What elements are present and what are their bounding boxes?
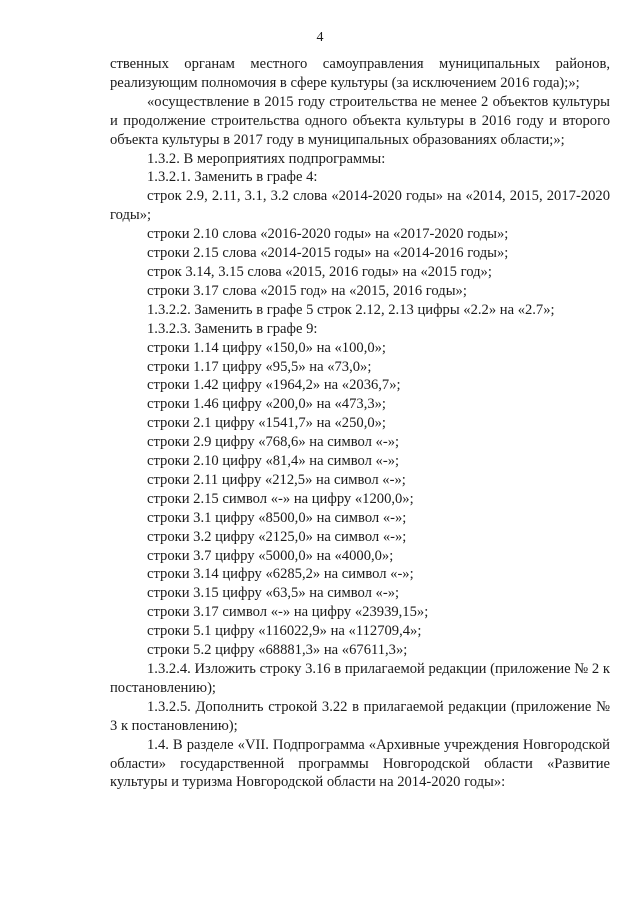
paragraph-rows-graph4: строк 2.9, 2.11, 3.1, 3.2 слова «2014-2020 годы» на «2014, 2015, 2017-2020 годы»;	[110, 188, 610, 224]
graph9-row: строки 1.17 цифру «95,5» на «73,0»;	[147, 358, 372, 375]
paragraph-1-3-2-5: 1.3.2.5. Дополнить строкой 3.22 в прилагаемой редакции (приложение № 3 к постановлению);	[110, 698, 610, 734]
graph9-row: строки 1.14 цифру «150,0» на «100,0»;	[147, 339, 386, 356]
graph9-row: строки 3.7 цифру «5000,0» на «4000,0»;	[147, 547, 394, 564]
heading-1-3-2-2: 1.3.2.2. Заменить в графе 5 строк 2.12, 2.13 цифры «2.2» на «2.7»;	[147, 301, 555, 318]
graph9-row: строки 3.1 цифру «8500,0» на символ «-»;	[147, 509, 407, 526]
paragraph-quote-2015: «осуществление в 2015 году строительства не менее 2 объектов культуры и продолжение строительства одного объекта культуры в 2016 году и второго объекта культуры в 2017 году в муниципальных образованиях области;»;	[110, 93, 610, 148]
document-body	[110, 55, 610, 792]
graph9-row: строки 1.42 цифру «1964,2» на «2036,7»;	[147, 377, 401, 394]
line-row-3-17: строки 3.17 слова «2015 год» на «2015, 2016 годы»;	[147, 282, 467, 299]
graph9-row: строки 2.10 цифру «81,4» на символ «-»;	[147, 453, 400, 470]
heading-1-3-2-1: 1.3.2.1. Заменить в графе 4:	[147, 169, 318, 186]
heading-1-3-2: 1.3.2. В мероприятиях подпрограммы:	[147, 150, 386, 167]
graph9-row: строки 2.9 цифру «768,6» на символ «-»;	[147, 434, 400, 451]
graph9-row: строки 5.2 цифру «68881,3» на «67611,3»;	[147, 642, 408, 659]
graph9-row: строки 1.46 цифру «200,0» на «473,3»;	[147, 396, 386, 413]
graph9-row: строки 3.14 цифру «6285,2» на символ «-»;	[147, 566, 414, 583]
graph9-row: строки 2.11 цифру «212,5» на символ «-»;	[147, 471, 406, 488]
page-number: 4	[316, 30, 324, 45]
graph9-row: строки 5.1 цифру «116022,9» на «112709,4»;	[147, 623, 422, 640]
graph9-row: строки 2.15 символ «-» на цифру «1200,0»;	[147, 490, 414, 507]
graph9-row: строки 2.1 цифру «1541,7» на «250,0»;	[147, 415, 386, 432]
graph9-row: строки 3.17 символ «-» на цифру «23939,15»;	[147, 604, 429, 621]
line-row-2-10: строки 2.10 слова «2016-2020 годы» на «2017-2020 годы»;	[147, 226, 509, 243]
graph9-row: строки 3.2 цифру «2125,0» на символ «-»;	[147, 528, 407, 545]
line-row-2-15: строки 2.15 слова «2014-2015 годы» на «2014-2016 годы»;	[147, 245, 509, 262]
graph9-row: строки 3.15 цифру «63,5» на символ «-»;	[147, 585, 400, 602]
paragraph-1-4: 1.4. В разделе «VII. Подпрограмма «Архивные учреждения Новгородской области» государственной программы Новгородской области «Развитие культуры и туризма Новгородской области на 2014-2020 годы»:	[110, 736, 610, 791]
line-row-3-14: строк 3.14, 3.15 слова «2015, 2016 годы» на «2015 год»;	[147, 263, 492, 280]
paragraph-1-3-2-4: 1.3.2.4. Изложить строку 3.16 в прилагаемой редакции (приложение № 2 к постановлению);	[110, 661, 610, 696]
heading-1-3-2-3: 1.3.2.3. Заменить в графе 9:	[147, 320, 318, 337]
paragraph-continuation: ственных органам местного самоуправления муниципальных районов, реализующим полномочия в сфере культуры (за исключением 2016 года);»;	[110, 56, 610, 91]
